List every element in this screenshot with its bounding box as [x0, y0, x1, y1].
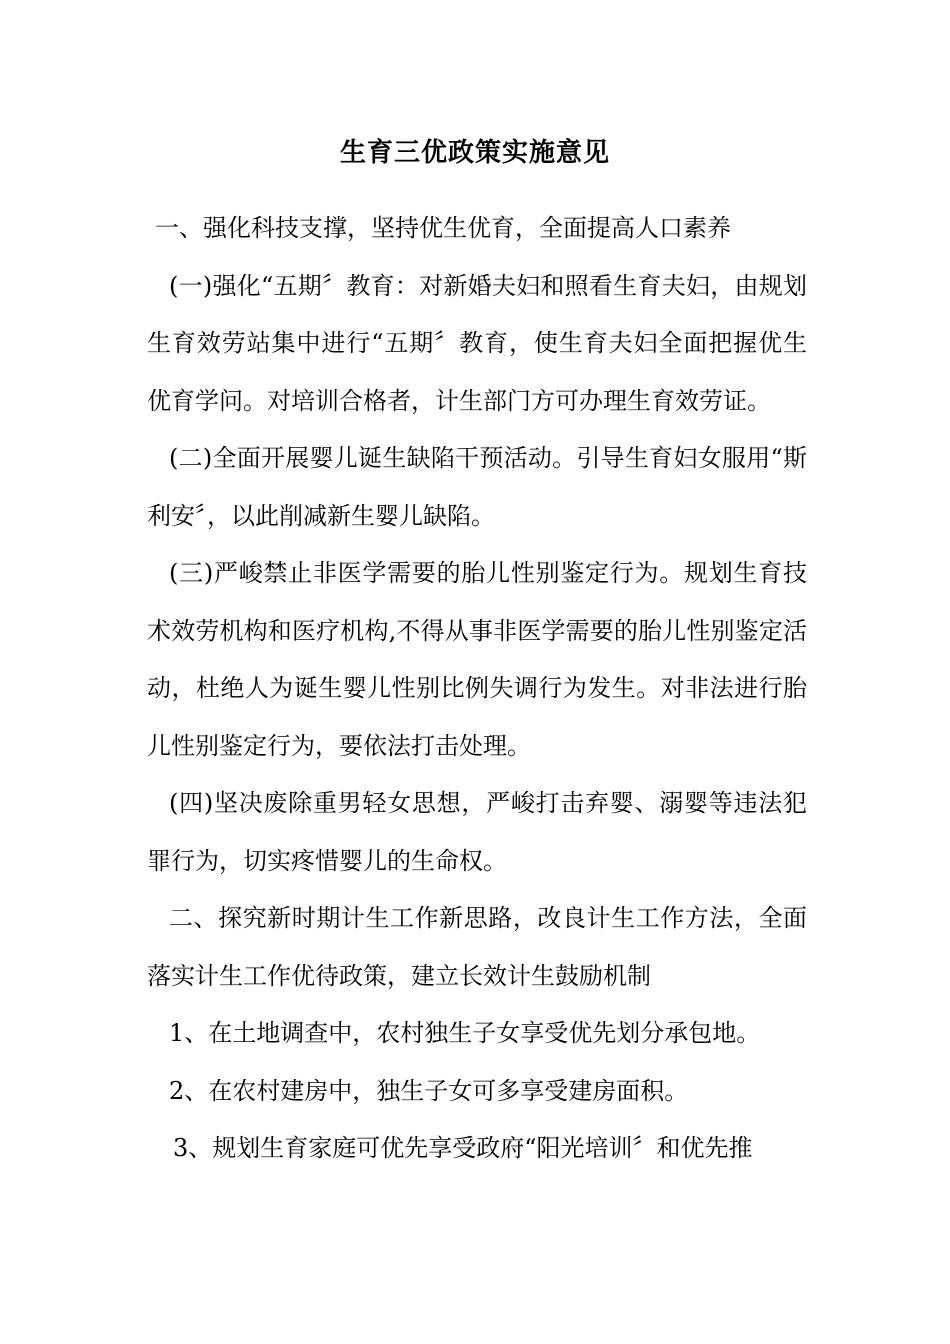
numbered-item-3: 3、规划生育家庭可优先享受政府“阳光培训〞和优先推: [173, 1134, 753, 1162]
section-heading-1: 一、强化科技支撑，坚持优生优育，全面提高人口素养: [155, 214, 731, 242]
paragraph-item-2: (二)全面开展婴儿诞生缺陷干预活动。引导生育妇女服用“斯利安〞，以此削减新生婴儿缺陷。: [147, 444, 807, 530]
numbered-item-2: 2、在农村建房中，独生子女可多享受建房面积。: [169, 1076, 689, 1105]
paragraph-item-3: (三)严峻禁止非医学需要的胎儿性别鉴定行为。规划生育技术效劳机构和医疗机构,不得从事非医学需要的胎儿性别鉴定活动，杜绝人为诞生婴儿性别比例失调行为发生。对非法进行胎儿性别鉴定行为，要依法打击处理。: [147, 559, 807, 760]
section-heading-2: 二、探究新时期计生工作新思路，改良计生工作方法，全面落实计生工作优待政策，建立长效计生鼓励机制: [147, 904, 807, 990]
paragraph-item-4: (四)坚决废除重男轻女思想，严峻打击弃婴、溺婴等违法犯罪行为，切实疼惜婴儿的生命权。: [147, 789, 807, 875]
numbered-item-1: 1、在土地调查中，农村独生子女享受优先划分承包地。: [169, 1019, 761, 1047]
document-body: [147, 200, 807, 1178]
paragraph-item-1: (一)强化“五期〞教育：对新婚夫妇和照看生育夫妇，由规划生育效劳站集中进行“五期〞教育，使生育夫妇全面把握优生优育学问。对培训合格者，计生部门方可办理生育效劳证。: [147, 271, 807, 415]
document-title: 生育三优政策实施意见: [339, 138, 610, 168]
